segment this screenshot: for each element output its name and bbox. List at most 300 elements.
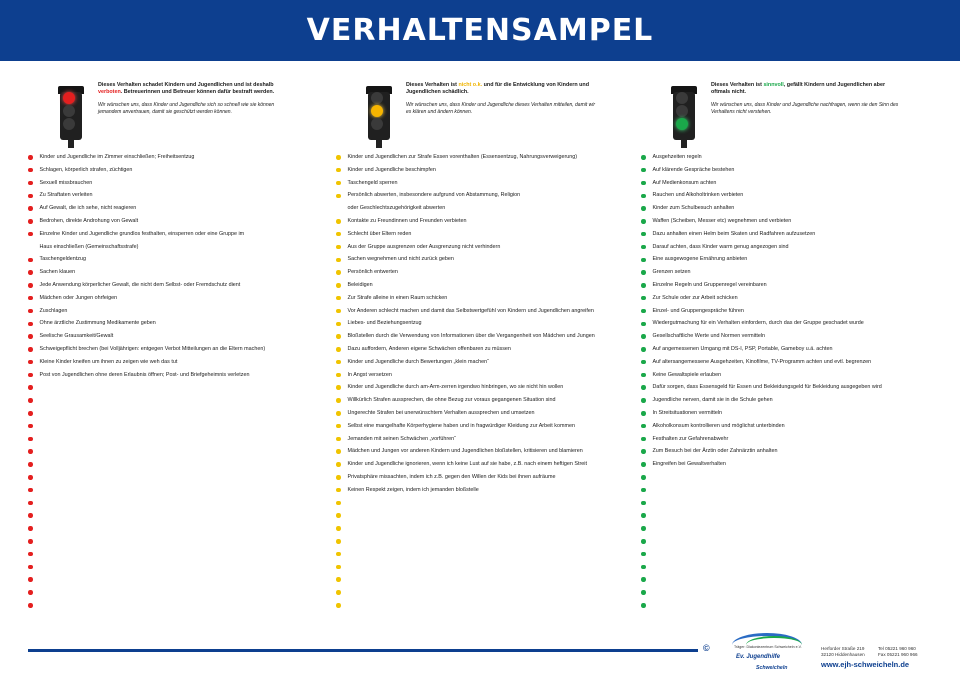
intro-yellow xyxy=(336,82,636,148)
bullet-dot-icon xyxy=(28,360,33,365)
list-item xyxy=(336,177,636,190)
list-item xyxy=(641,330,941,343)
list-item-text: Eingreifen bei Gewaltverhalten xyxy=(652,461,726,468)
traffic-light-yellow-icon xyxy=(366,86,392,146)
list-item xyxy=(28,317,328,330)
bullet-dot-icon xyxy=(336,270,341,275)
list-item xyxy=(336,407,636,420)
bullet-dot-icon xyxy=(336,462,341,467)
list-item xyxy=(336,317,636,330)
list-item-text: Bedrohen, direkte Androhung von Gewalt xyxy=(39,217,139,224)
bullet-dot-icon xyxy=(641,283,646,288)
bullet-dot-icon xyxy=(28,526,33,531)
empty-list-item xyxy=(28,458,328,471)
bullet-dot-icon xyxy=(336,168,341,173)
bullet-dot-icon xyxy=(641,334,646,339)
empty-list-item xyxy=(28,394,328,407)
list-item xyxy=(336,241,636,254)
list-item-text: Willkürlich Strafen aussprechen, die ohne Bezug zur voraus gegangenen Situation sind xyxy=(347,397,556,404)
bullet-dot-icon xyxy=(641,475,646,480)
traffic-light-red-icon xyxy=(58,86,84,146)
list-item-text: Ausgehzeiten regeln xyxy=(652,154,702,160)
bullet-dot-icon xyxy=(28,155,33,160)
list-item-text: Auf altersangemessene Ausgehzeiten, Kinofilme, TV-Programm achten und evtl. begrenzen xyxy=(652,358,872,365)
list-item xyxy=(641,445,941,458)
bullet-dot-icon xyxy=(336,552,341,557)
list-item xyxy=(28,228,328,241)
list-item-text: Zu Straftaten verleiten xyxy=(39,192,93,199)
bullet-dot-icon xyxy=(336,513,341,518)
logo-name: Ev. Jugendhilfe xyxy=(736,654,781,660)
list-item xyxy=(28,279,328,292)
bullet-dot-icon xyxy=(28,437,33,442)
list-item-text: Aus der Gruppe ausgrenzen oder Ausgrenzung nicht verhindern xyxy=(347,243,501,250)
behavior-list-yellow xyxy=(336,151,636,612)
list-item xyxy=(641,292,941,305)
list-item xyxy=(28,215,328,228)
list-item-text: Jemanden mit seinen Schwächen „vorführen“ xyxy=(347,435,456,442)
list-item xyxy=(28,343,328,356)
bullet-dot-icon xyxy=(28,475,33,480)
list-item xyxy=(336,343,636,356)
list-item-text: In Streitsituationen vermitteln xyxy=(652,409,723,416)
bullet-dot-icon xyxy=(641,449,646,454)
bullet-dot-icon xyxy=(28,373,33,378)
bullet-dot-icon xyxy=(641,155,646,160)
list-item-text: Kinder und Jugendliche im Zimmer einschließen; Freiheitsentzug xyxy=(39,154,195,160)
bullet-dot-icon xyxy=(641,194,646,199)
bullet-dot-icon xyxy=(641,168,646,173)
column-red xyxy=(28,82,328,612)
bullet-dot-icon xyxy=(336,603,341,608)
behavior-list-red xyxy=(28,151,328,612)
bullet-dot-icon xyxy=(28,385,33,390)
bullet-dot-icon xyxy=(28,219,33,224)
list-item xyxy=(28,151,328,164)
bullet-dot-icon xyxy=(641,270,646,275)
bullet-dot-icon xyxy=(28,309,33,314)
list-item-text: Kleine Kinder kneifen um ihnen zu zeigen wie weh das tut xyxy=(39,358,178,365)
intro-lead: Dieses Verhalten ist nicht o.k. und für die Entwicklung von Kindern und Jugendlichen schädlich. xyxy=(406,82,590,95)
list-item-text: Auf klärende Gespräche bestehen xyxy=(652,166,735,173)
list-item xyxy=(336,215,636,228)
list-item-text: Dazu anhalten einen Helm beim Skaten und Radfahren aufzusetzen xyxy=(652,230,816,237)
empty-list-item xyxy=(28,407,328,420)
list-item xyxy=(336,305,636,318)
bullet-dot-icon xyxy=(336,449,341,454)
footer-divider xyxy=(28,649,698,652)
list-item xyxy=(336,228,636,241)
list-item xyxy=(641,317,941,330)
list-item-text: Bloßstellen durch die Verwendung von Informationen über die Vergangenheit von Mädchen und Jungen xyxy=(347,333,595,340)
bullet-dot-icon xyxy=(28,258,33,263)
list-item xyxy=(641,253,941,266)
list-item-text: Auf Medienkonsum achten xyxy=(652,179,717,186)
list-item-text: Selbst eine mangelhafte Körperhygiene haben und in fragwürdiger Kleidung zur Arbeit kommen xyxy=(347,422,575,429)
bullet-dot-icon xyxy=(641,411,646,416)
empty-list-item xyxy=(28,433,328,446)
list-item xyxy=(641,279,941,292)
bullet-dot-icon xyxy=(28,462,33,467)
list-item xyxy=(28,253,328,266)
list-item-text: Einzelne Regeln und Gruppenregel vereinbaren xyxy=(652,281,767,288)
bullet-dot-icon xyxy=(641,322,646,327)
bullet-dot-icon xyxy=(28,552,33,557)
list-item xyxy=(641,394,941,407)
list-item-text: Jede Anwendung körperlicher Gewalt, die nicht dem Selbst- oder Fremdschutz dient xyxy=(39,281,241,288)
bullet-dot-icon xyxy=(641,385,646,390)
list-item-text: Zum Besuch bei der Ärztin oder Zahnärztin anhalten xyxy=(652,448,778,455)
behavior-list-green xyxy=(641,151,941,612)
bullet-dot-icon xyxy=(336,155,341,160)
bullet-dot-icon xyxy=(336,385,341,390)
bullet-dot-icon xyxy=(641,309,646,314)
bullet-dot-icon xyxy=(336,334,341,339)
bullet-dot-icon xyxy=(641,181,646,186)
list-item-text: Dazu auffordern, Anderen eigene Schwächen offenbaren zu müssen xyxy=(347,345,511,352)
empty-list-item xyxy=(336,522,636,535)
list-item xyxy=(336,458,636,471)
bullet-dot-icon xyxy=(336,347,341,352)
list-item-text: Jugendliche nerven, damit sie in die Schule gehen xyxy=(652,397,773,404)
empty-list-item xyxy=(28,420,328,433)
bullet-dot-icon xyxy=(336,437,341,442)
bullet-dot-icon xyxy=(28,488,33,493)
bullet-dot-icon xyxy=(336,373,341,378)
list-item-text: Gesellschaftliche Werte und Normen vermitteln xyxy=(652,333,766,340)
bullet-dot-icon xyxy=(641,437,646,442)
list-item-text: Kontakte zu Freundinnen und Freunden verbieten xyxy=(347,217,467,224)
list-item xyxy=(641,202,941,215)
contact: Tel 05221 960 960 Fax 05221 960 966 xyxy=(878,646,918,657)
bullet-dot-icon xyxy=(28,411,33,416)
bullet-dot-icon xyxy=(28,449,33,454)
website-link[interactable]: www.ejh-schweicheln.de xyxy=(821,660,910,669)
list-item-text: Mädchen und Jungen vor anderen Kindern und Jugendlichen bloßstellen, kritisieren und blamieren xyxy=(347,448,583,455)
bullet-dot-icon xyxy=(641,462,646,467)
intro-lead: Dieses Verhalten schadet Kindern und Jugendlichen und ist deshalb verboten. Betreuerinnen und Betreuer können dafür bestraft werden. xyxy=(98,82,275,95)
bullet-dot-icon xyxy=(641,347,646,352)
list-item-text: Auf angemessenen Umgang mit DS-I, PSP, Portable, Gameboy u.ä. achten xyxy=(652,345,833,352)
organization-logo xyxy=(732,633,804,675)
intro-note: Wir wünschen uns, dass Kinder und Jugendliche sich so schnell wie sie können jemandem anvertrauen, damit sie geschützt werden können. xyxy=(98,102,275,115)
bullet-dot-icon xyxy=(336,526,341,531)
empty-list-item xyxy=(28,522,328,535)
bullet-dot-icon xyxy=(336,258,341,263)
list-item xyxy=(336,151,636,164)
empty-list-item xyxy=(28,548,328,561)
bullet-dot-icon xyxy=(336,181,341,186)
list-item xyxy=(641,189,941,202)
list-item-text: Ungerechte Strafen bei unerwünschtem Verhalten aussprechen und umsetzen xyxy=(347,409,535,416)
list-item xyxy=(336,484,636,497)
bullet-dot-icon xyxy=(641,398,646,403)
bullet-dot-icon xyxy=(28,539,33,544)
empty-list-item xyxy=(641,548,941,561)
bullet-dot-icon xyxy=(336,296,341,301)
list-item-text: Dafür sorgen, dass Essensgeld für Essen und Bekleidungsgeld für Bekleidung ausgegeben wird xyxy=(652,384,882,391)
list-item xyxy=(641,343,941,356)
empty-list-item xyxy=(28,535,328,548)
bullet-dot-icon xyxy=(641,565,646,570)
list-item-text: Sachen wegnehmen und nicht zurück geben xyxy=(347,256,454,263)
intro-red xyxy=(28,82,328,148)
list-item xyxy=(28,177,328,190)
empty-list-item xyxy=(641,586,941,599)
intro-green xyxy=(641,82,941,148)
bullet-dot-icon xyxy=(641,219,646,224)
list-item xyxy=(336,292,636,305)
list-item xyxy=(28,189,328,202)
empty-list-item xyxy=(336,497,636,510)
list-item xyxy=(28,164,328,177)
empty-list-item xyxy=(641,497,941,510)
list-item xyxy=(336,445,636,458)
list-item-text: Keine Gewaltspiele erlauben xyxy=(652,371,722,378)
bullet-dot-icon xyxy=(28,181,33,186)
list-item-text: Taschengeld sperren xyxy=(347,179,398,186)
empty-list-item xyxy=(641,573,941,586)
empty-list-item xyxy=(28,586,328,599)
intro-note: Wir wünschen uns, dass Kinder und Jugendliche nachfragen, wenn sie den Sinn des Verhaltens nicht verstehen. xyxy=(711,102,899,115)
list-item-text: Kinder und Jugendliche ignorieren, wenn ich keine Lust auf sie habe, z.B. nach einem heftigen Streit xyxy=(347,461,587,468)
list-item-text: Schweigepflicht brechen (bei Volljährigen: entgegen Verbot Mitteilungen an die Eltern machen) xyxy=(39,345,266,352)
bullet-dot-icon xyxy=(28,565,33,570)
list-item-text: Kinder und Jugendlichen zur Strafe Essen vorenthalten (Essensentzug, Nahrungsverweigerung) xyxy=(347,154,578,160)
list-item-text: Zuschlagen xyxy=(39,307,68,314)
list-item xyxy=(28,305,328,318)
list-item-text: oder Geschlechtszugehörigkeit abwerten xyxy=(347,205,446,212)
list-item xyxy=(336,369,636,382)
bullet-dot-icon xyxy=(641,552,646,557)
list-item xyxy=(641,458,941,471)
list-item-text: Zur Strafe alleine in einen Raum schicken xyxy=(347,294,448,301)
list-item xyxy=(28,241,328,254)
list-item-text: Zur Schule oder zur Arbeit schicken xyxy=(652,294,738,301)
list-item-text: Waffen (Scheiben, Messer etc) wegnehmen und verbieten xyxy=(652,217,792,224)
empty-list-item xyxy=(336,586,636,599)
bullet-dot-icon xyxy=(28,194,33,199)
list-item-text: Seelische Grausamkeit/Gewalt xyxy=(39,333,114,340)
list-item xyxy=(641,305,941,318)
bullet-dot-icon xyxy=(336,360,341,365)
list-item xyxy=(336,266,636,279)
list-item xyxy=(641,420,941,433)
empty-list-item xyxy=(28,561,328,574)
list-item xyxy=(336,471,636,484)
list-item-text: In Angst versetzen xyxy=(347,371,392,378)
bullet-dot-icon xyxy=(28,501,33,506)
bullet-dot-icon xyxy=(641,232,646,237)
bullet-dot-icon xyxy=(336,322,341,327)
bullet-dot-icon xyxy=(641,296,646,301)
empty-list-item xyxy=(336,561,636,574)
list-item-text: Einzel- und Gruppengespräche führen xyxy=(652,307,744,314)
list-item xyxy=(641,241,941,254)
empty-list-item xyxy=(336,509,636,522)
list-item-text: Schlagen, körperlich strafen, züchtigen xyxy=(39,166,133,173)
list-item-text: Kinder und Jugendliche durch Bewertungen „klein machen“ xyxy=(347,358,489,365)
bullet-dot-icon xyxy=(641,360,646,365)
bullet-dot-icon xyxy=(336,398,341,403)
bullet-dot-icon xyxy=(336,565,341,570)
list-item xyxy=(641,407,941,420)
bullet-dot-icon xyxy=(28,334,33,339)
bullet-dot-icon xyxy=(336,501,341,506)
list-item-text: Rauchen und Alkoholtrinken verbieten xyxy=(652,192,744,199)
empty-list-item xyxy=(641,522,941,535)
bullet-dot-icon xyxy=(28,590,33,595)
bullet-dot-icon xyxy=(641,590,646,595)
bullet-dot-icon xyxy=(336,488,341,493)
bullet-dot-icon xyxy=(28,232,33,237)
list-item-text: Persönlich entwerten xyxy=(347,269,398,276)
list-item-text: Vor Anderen schlecht machen und damit das Selbstwertgefühl von Kindern und Jugendlichen angreifen xyxy=(347,307,594,314)
list-item xyxy=(28,330,328,343)
address: Herforder Straße 219 32120 Hiddenhausen xyxy=(821,646,865,657)
list-item-text: Wiedergutmachung für ein Verhalten einfordern, durch das der Gruppe geschadet wurde xyxy=(652,320,864,327)
logo-carrier: Träger: Diakoniezentrum Schweicheln e.V. xyxy=(734,645,802,649)
list-item-text: Schlecht über Eltern reden xyxy=(347,230,412,237)
list-item xyxy=(336,420,636,433)
empty-list-item xyxy=(28,599,328,612)
bullet-dot-icon xyxy=(336,475,341,480)
column-yellow xyxy=(336,82,636,612)
bullet-dot-icon xyxy=(28,168,33,173)
list-item-text: Auf Gewalt, die ich sehe, nicht reagieren xyxy=(39,205,137,212)
bullet-dot-icon xyxy=(641,424,646,429)
list-item-text: Kinder und Jugendliche beschimpfen xyxy=(347,166,436,173)
bullet-dot-icon xyxy=(641,539,646,544)
copyright-mark: © xyxy=(703,643,710,653)
list-item-text: Festhalten zur Gefahrenabwehr xyxy=(652,435,729,442)
empty-list-item xyxy=(28,509,328,522)
traffic-light-green-icon xyxy=(671,86,697,146)
bullet-dot-icon xyxy=(28,603,33,608)
bullet-dot-icon xyxy=(641,258,646,263)
list-item xyxy=(641,164,941,177)
list-item xyxy=(336,279,636,292)
empty-list-item xyxy=(641,599,941,612)
bullet-dot-icon xyxy=(336,539,341,544)
bullet-dot-icon xyxy=(28,270,33,275)
list-item-text: Mädchen oder Jungen ohrfeigen xyxy=(39,294,118,301)
bullet-dot-icon xyxy=(28,322,33,327)
intro-note: Wir wünschen uns, dass Kinder und Jugendliche dieses Verhalten mitteilen, damit wir es klären und ändern können. xyxy=(406,102,596,115)
empty-list-item xyxy=(28,484,328,497)
bullet-dot-icon xyxy=(641,373,646,378)
list-item xyxy=(28,356,328,369)
list-item-text: Persönlich abwerten, insbesondere aufgrund von Abstammung, Religion xyxy=(347,192,521,199)
empty-list-item xyxy=(641,484,941,497)
list-item xyxy=(641,369,941,382)
list-item xyxy=(641,433,941,446)
list-item xyxy=(641,356,941,369)
empty-list-item xyxy=(336,548,636,561)
list-item xyxy=(641,228,941,241)
list-item-text: Darauf achten, dass Kinder warm genug angezogen sind xyxy=(652,243,789,250)
logo-place: Schweicheln xyxy=(756,665,788,671)
list-item xyxy=(28,369,328,382)
bullet-dot-icon xyxy=(336,283,341,288)
bullet-dot-icon xyxy=(28,398,33,403)
bullet-dot-icon xyxy=(336,590,341,595)
list-item xyxy=(336,381,636,394)
list-item xyxy=(336,164,636,177)
bullet-dot-icon xyxy=(336,194,341,199)
bullet-dot-icon xyxy=(641,245,646,250)
bullet-dot-icon xyxy=(641,206,646,211)
empty-list-item xyxy=(641,509,941,522)
bullet-dot-icon xyxy=(28,424,33,429)
bullet-dot-icon xyxy=(336,411,341,416)
list-item xyxy=(336,356,636,369)
bullet-dot-icon xyxy=(336,309,341,314)
bullet-dot-icon xyxy=(28,577,33,582)
bullet-dot-icon xyxy=(28,513,33,518)
list-item-text: Haus einschließen (Gemeinschaftsstrafe) xyxy=(39,243,139,250)
list-item xyxy=(641,177,941,190)
bullet-dot-icon xyxy=(641,488,646,493)
list-item-text: Alkoholkonsum kontrollieren und möglichst unterbinden xyxy=(652,422,785,429)
list-item xyxy=(641,266,941,279)
list-item xyxy=(641,215,941,228)
bullet-dot-icon xyxy=(641,513,646,518)
bullet-dot-icon xyxy=(336,245,341,250)
list-item xyxy=(336,189,636,202)
empty-list-item xyxy=(641,535,941,548)
intro-lead: Dieses Verhalten ist sinnvoll, gefällt Kindern und Jugendlichen aber oftmals nicht. xyxy=(711,82,886,95)
empty-list-item xyxy=(336,535,636,548)
empty-list-item xyxy=(28,471,328,484)
bullet-dot-icon xyxy=(336,577,341,582)
list-item-text: Sachen klauen xyxy=(39,269,76,276)
page-title: VERHALTENSAMPEL xyxy=(306,13,654,48)
list-item xyxy=(641,151,941,164)
bullet-dot-icon xyxy=(336,232,341,237)
bullet-dot-icon xyxy=(28,206,33,211)
list-item-text: Keinen Respekt zeigen, indem ich jemanden bloßstelle xyxy=(347,486,479,493)
empty-list-item xyxy=(28,381,328,394)
bullet-dot-icon xyxy=(28,283,33,288)
empty-list-item xyxy=(336,599,636,612)
list-item-text: Kinder zum Schulbesuch anhalten xyxy=(652,205,735,212)
bullet-dot-icon xyxy=(28,296,33,301)
list-item xyxy=(336,433,636,446)
column-green xyxy=(641,82,941,612)
list-item-text: Kinder und Jugendliche durch am-Arm-zerren irgendwo hinbringen, wo sie nicht hin wollen xyxy=(347,384,564,391)
list-item xyxy=(336,202,636,215)
bullet-dot-icon xyxy=(336,219,341,224)
list-item xyxy=(28,292,328,305)
bullet-dot-icon xyxy=(641,501,646,506)
list-item xyxy=(641,381,941,394)
empty-list-item xyxy=(641,561,941,574)
list-item-text: Eine ausgewogene Ernährung anbieten xyxy=(652,256,748,263)
list-item-text: Post von Jugendlichen ohne deren Erlaubnis öffnen; Post- und Briefgeheimnis verletzen xyxy=(39,371,250,378)
list-item-text: Privatsphäre missachten, indem ich z.B. gegen den Willen der Kids bei ihnen aufräume xyxy=(347,473,556,480)
bullet-dot-icon xyxy=(336,424,341,429)
bullet-dot-icon xyxy=(641,603,646,608)
bullet-dot-icon xyxy=(641,577,646,582)
list-item xyxy=(28,202,328,215)
list-item-text: Taschengeldentzug xyxy=(39,256,86,263)
list-item xyxy=(336,394,636,407)
list-item xyxy=(28,266,328,279)
list-item xyxy=(336,253,636,266)
empty-list-item xyxy=(641,471,941,484)
empty-list-item xyxy=(336,573,636,586)
